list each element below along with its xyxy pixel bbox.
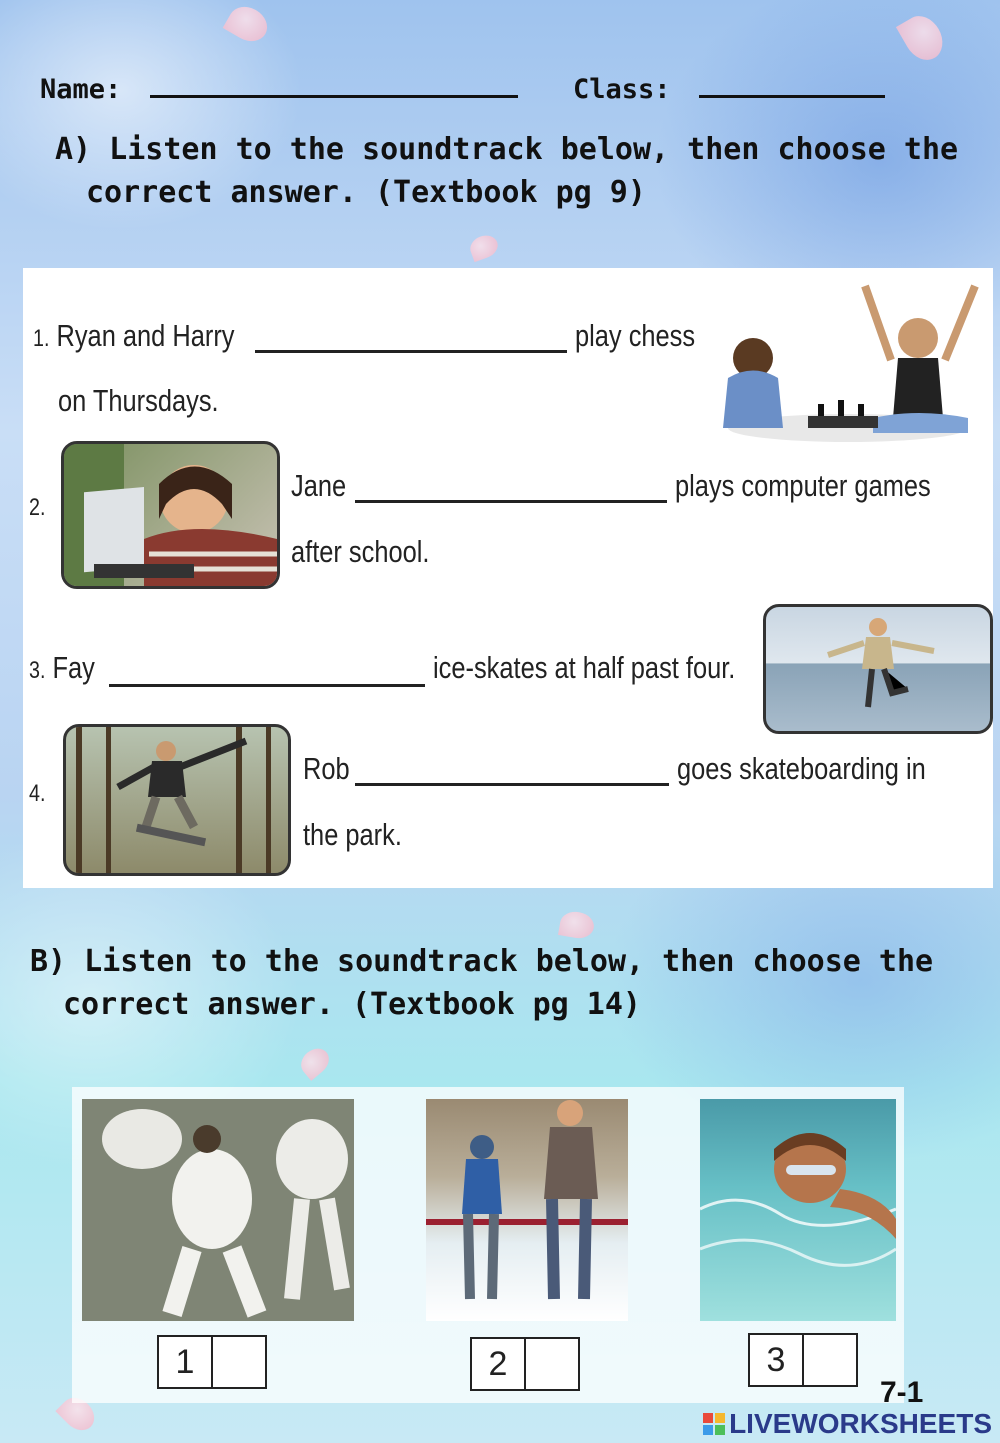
item-2-before: Jane (291, 468, 347, 503)
answer-box-1[interactable] (157, 1335, 267, 1389)
item-3-after: ice-skates at half past four. (433, 650, 736, 685)
blossom-petal-decoration (558, 909, 596, 941)
item-2-continuation: after school. (291, 534, 430, 569)
exercise-a-panel (23, 268, 993, 888)
liveworksheets-logo (703, 1408, 992, 1440)
blossom-petal-decoration (296, 1043, 334, 1081)
page-code: 7-1 (880, 1376, 924, 1409)
item-1-continuation: on Thursdays. (58, 383, 219, 418)
skateboarding-photo (63, 724, 291, 876)
class-label: Class: (573, 74, 671, 105)
ice-skating-pair-photo (426, 1099, 628, 1321)
item-1-answer-blank[interactable] (255, 350, 567, 353)
answer-box-3-number: 3 (766, 1340, 786, 1379)
item-2-number: 2. (29, 494, 46, 521)
item-1-before: Ryan and Harry (56, 318, 235, 353)
item-1-number: 1. (33, 325, 50, 352)
item-4-after: goes skateboarding in (677, 751, 926, 786)
answer-box-3[interactable] (748, 1333, 858, 1387)
item-4-before: Rob (303, 751, 350, 786)
section-a-instruction-line1: A) Listen to the soundtrack below, then choose the (55, 132, 959, 167)
answer-box-1-number: 1 (175, 1342, 195, 1381)
section-a-instruction-line2: correct answer. (Textbook pg 9) (86, 175, 646, 210)
ice-skating-photo (763, 604, 993, 734)
name-label: Name: (40, 74, 122, 105)
liveworksheets-icon (703, 1413, 725, 1435)
name-field[interactable] (40, 74, 518, 105)
answer-box-1-input[interactable] (211, 1337, 265, 1387)
blossom-petal-decoration (223, 0, 274, 48)
answer-box-3-input[interactable] (802, 1335, 856, 1385)
item-3-number: 3. (29, 657, 46, 684)
name-blank[interactable] (150, 95, 518, 98)
computer-games-photo (61, 441, 280, 589)
martial-arts-photo (82, 1099, 354, 1321)
item-4-continuation: the park. (303, 817, 402, 852)
item-3-before: Fay (52, 650, 95, 685)
section-b-panel (72, 1087, 904, 1403)
swimming-photo (700, 1099, 896, 1321)
section-b-instruction-line1: B) Listen to the soundtrack below, then choose the (30, 944, 934, 979)
chess-photo (713, 278, 983, 450)
answer-box-2-input[interactable] (524, 1339, 578, 1389)
brand-text: LIVEWORKSHEETS (729, 1408, 992, 1439)
class-field[interactable] (573, 74, 885, 105)
class-blank[interactable] (699, 95, 885, 98)
answer-box-2[interactable] (470, 1337, 580, 1391)
item-2-answer-blank[interactable] (355, 500, 667, 503)
item-3-line1 (29, 650, 95, 686)
blossom-petal-decoration (896, 9, 950, 67)
item-1-line1 (33, 318, 235, 354)
item-1-after: play chess (575, 318, 696, 353)
answer-box-2-number: 2 (488, 1344, 508, 1383)
item-4-answer-blank[interactable] (355, 783, 669, 786)
item-4-number: 4. (29, 780, 46, 807)
item-2-after: plays computer games (675, 468, 931, 503)
item-3-answer-blank[interactable] (109, 684, 425, 687)
blossom-petal-decoration (467, 232, 501, 262)
section-b-instruction-line2: correct answer. (Textbook pg 14) (63, 987, 641, 1022)
